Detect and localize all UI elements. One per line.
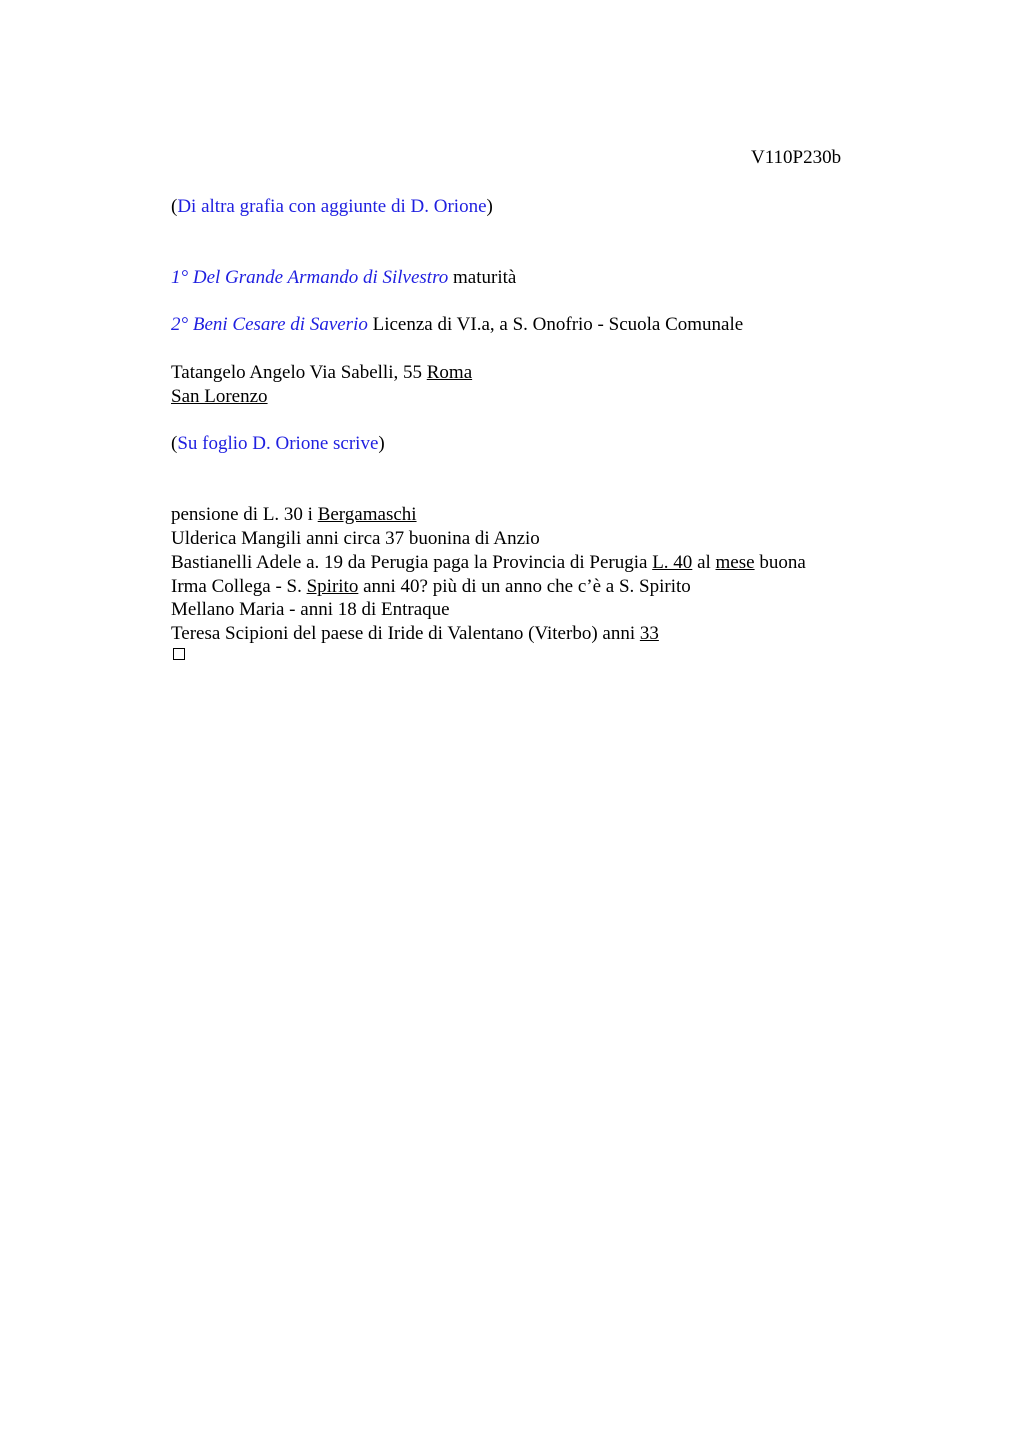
underlined-word: 33 [639, 623, 659, 644]
list-item [171, 598, 450, 622]
underlined-word: Bergamaschi [317, 504, 417, 525]
list-item-text: Bastianelli Adele a. 19 da Perugia paga la Provincia di Perugia [171, 552, 653, 573]
list-item [171, 622, 659, 646]
address-district: San Lorenzo [171, 386, 268, 407]
list-item-text: al [692, 552, 716, 573]
address-street: Tatangelo Angelo Via Sabelli, 55 [171, 362, 427, 383]
editorial-note-2 [171, 432, 385, 456]
list-item-text: pensione di L. 30 i [171, 504, 318, 525]
page-reference: V110P230b [751, 147, 842, 168]
entry-1-name: 1° Del Grande Armando di Silvestro [171, 267, 449, 288]
underlined-word: mese [715, 552, 755, 573]
note-text: Di altra grafia con aggiunte di D. Orione [177, 196, 487, 217]
entry-2-name: 2° Beni Cesare di Saverio [171, 314, 368, 335]
list-item-text: anni 40? più di un anno che c’è a S. Spirito [358, 576, 691, 597]
underlined-word: Spirito [306, 576, 359, 597]
list-item-text: Teresa Scipioni del paese di Iride di Valentano (Viterbo) anni [171, 623, 640, 644]
list-item-text: Ulderica Mangili anni circa 37 buonina di Anzio [171, 528, 540, 549]
list-item-text: Mellano Maria - anni 18 di Entraque [171, 599, 450, 620]
entry-1-rest: maturità [448, 267, 517, 288]
list-item-text: Irma Collega - S. [171, 576, 307, 597]
address-line [171, 361, 472, 385]
entry-2 [171, 313, 743, 337]
address-district-line [171, 385, 268, 409]
entry-2-rest: Licenza di VI.a, a S. Onofrio - Scuola Comunale [367, 314, 744, 335]
note-text: Su foglio D. Orione scrive [177, 433, 379, 454]
list-item [171, 503, 417, 527]
list-item [171, 551, 806, 575]
paren-close: ) [378, 433, 385, 454]
paren-close: ) [486, 196, 493, 217]
paren-open: ( [171, 433, 178, 454]
list-item-text: buona [754, 552, 806, 573]
address-city: Roma [426, 362, 473, 383]
entry-1 [171, 266, 516, 290]
paren-open: ( [171, 196, 178, 217]
list-item [171, 575, 691, 599]
empty-box-glyph [173, 648, 185, 660]
underlined-word: L. 40 [652, 552, 693, 573]
editorial-note-1 [171, 195, 493, 219]
list-item [171, 527, 540, 551]
